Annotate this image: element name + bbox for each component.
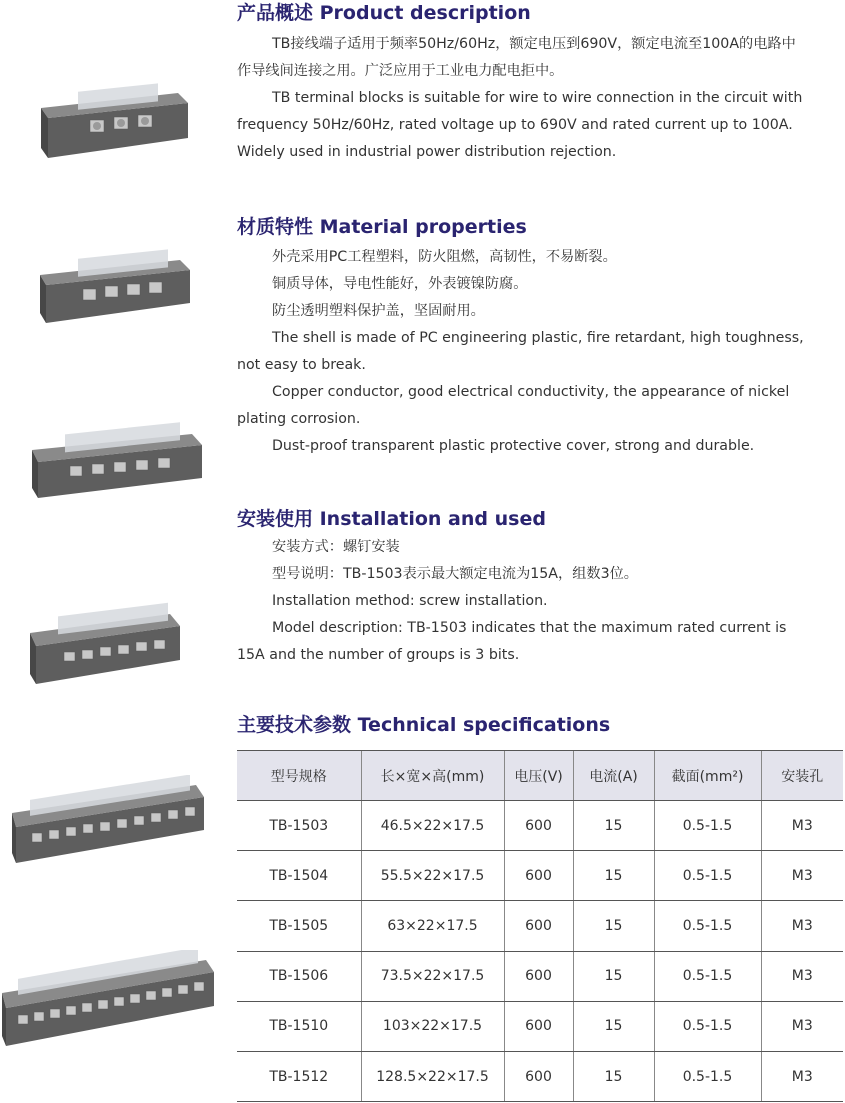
header-current: 电流(A) <box>573 751 654 801</box>
header-cross-section: 截面(mm²) <box>654 751 761 801</box>
terminal-block-4-position-image <box>38 245 198 335</box>
cell-mounting-hole: M3 <box>761 901 843 951</box>
cell-cross-section: 0.5-1.5 <box>654 851 761 901</box>
cell-dimensions: 73.5×22×17.5 <box>361 951 504 1001</box>
technical-specifications-table <box>237 750 843 1102</box>
cell-model: TB-1510 <box>237 1001 361 1051</box>
cell-voltage: 600 <box>504 851 573 901</box>
terminal-block-12-position-image <box>0 950 220 1055</box>
section-title-technical-specifications: 主要技术参数 Technical specifications <box>237 714 611 736</box>
material-properties-text: 外壳采用PC工程塑料，防火阻燃，高韧性，不易断裂。 铜质导体，导电性能好，外表镀镍防腐。 防尘透明塑料保护盖，坚固耐用。 The shell is made of PC engineering plastic, fire retardant, high toughness, not easy to break. Copper conductor, good electrical conductivity, the appearance of nickel plating corrosion. Dust-proof transparent plastic protective cover, strong and durable. <box>237 249 804 454</box>
cell-current: 15 <box>573 1051 654 1101</box>
terminal-block-3-position-image <box>38 78 198 168</box>
table-row <box>237 901 843 951</box>
section-title-product-description: 产品概述 Product description <box>237 2 531 24</box>
cell-current: 15 <box>573 801 654 851</box>
cell-current: 15 <box>573 951 654 1001</box>
header-voltage: 电压(V) <box>504 751 573 801</box>
cell-dimensions: 46.5×22×17.5 <box>361 801 504 851</box>
table-header-row <box>237 751 843 801</box>
cell-model: TB-1503 <box>237 801 361 851</box>
cell-mounting-hole: M3 <box>761 851 843 901</box>
header-model: 型号规格 <box>237 751 361 801</box>
table-row <box>237 801 843 851</box>
cell-voltage: 600 <box>504 1001 573 1051</box>
cell-voltage: 600 <box>504 801 573 851</box>
cell-current: 15 <box>573 901 654 951</box>
header-mounting-hole: 安装孔 <box>761 751 843 801</box>
cell-model: TB-1512 <box>237 1051 361 1101</box>
cell-cross-section: 0.5-1.5 <box>654 1001 761 1051</box>
terminal-block-6-position-image <box>28 598 188 693</box>
table-row <box>237 1051 843 1101</box>
table-row <box>237 1001 843 1051</box>
installation-text: 安装方式：螺钉安装 型号说明：TB-1503表示最大额定电流为15A，组数3位。 Installation method: screw installation. Model description: TB-1503 indicates that the maximum rated current is 15A and the number of groups is 3 bits. <box>237 539 787 663</box>
cell-model: TB-1506 <box>237 951 361 1001</box>
cell-dimensions: 128.5×22×17.5 <box>361 1051 504 1101</box>
cell-mounting-hole: M3 <box>761 1001 843 1051</box>
product-description-text: TB接线端子适用于频率50Hz/60Hz，额定电压到690V，额定电流至100A的电路中 作导线间连接之用。广泛应用于工业电力配电拒中。 TB terminal blocks is suitable for wire to wire connection in the circuit with frequency 50Hz/60Hz, rated voltage up to 690V and rated current up to 100A. Widely used in industrial power distribution rejection. <box>237 36 803 160</box>
table-row <box>237 951 843 1001</box>
cell-mounting-hole: M3 <box>761 951 843 1001</box>
cell-cross-section: 0.5-1.5 <box>654 1051 761 1101</box>
cell-current: 15 <box>573 851 654 901</box>
cell-model: TB-1504 <box>237 851 361 901</box>
terminal-block-10-position-image <box>10 775 210 875</box>
cell-dimensions: 103×22×17.5 <box>361 1001 504 1051</box>
cell-cross-section: 0.5-1.5 <box>654 801 761 851</box>
cell-dimensions: 55.5×22×17.5 <box>361 851 504 901</box>
terminal-block-5-position-image <box>30 420 210 510</box>
cell-voltage: 600 <box>504 1051 573 1101</box>
cell-cross-section: 0.5-1.5 <box>654 901 761 951</box>
header-dimensions: 长×宽×高(mm) <box>361 751 504 801</box>
cell-mounting-hole: M3 <box>761 801 843 851</box>
cell-cross-section: 0.5-1.5 <box>654 951 761 1001</box>
table-row <box>237 851 843 901</box>
cell-mounting-hole: M3 <box>761 1051 843 1101</box>
section-title-installation: 安装使用 Installation and used <box>237 508 546 530</box>
section-title-material-properties: 材质特性 Material properties <box>237 216 527 238</box>
cell-voltage: 600 <box>504 901 573 951</box>
cell-current: 15 <box>573 1001 654 1051</box>
cell-model: TB-1505 <box>237 901 361 951</box>
cell-dimensions: 63×22×17.5 <box>361 901 504 951</box>
cell-voltage: 600 <box>504 951 573 1001</box>
